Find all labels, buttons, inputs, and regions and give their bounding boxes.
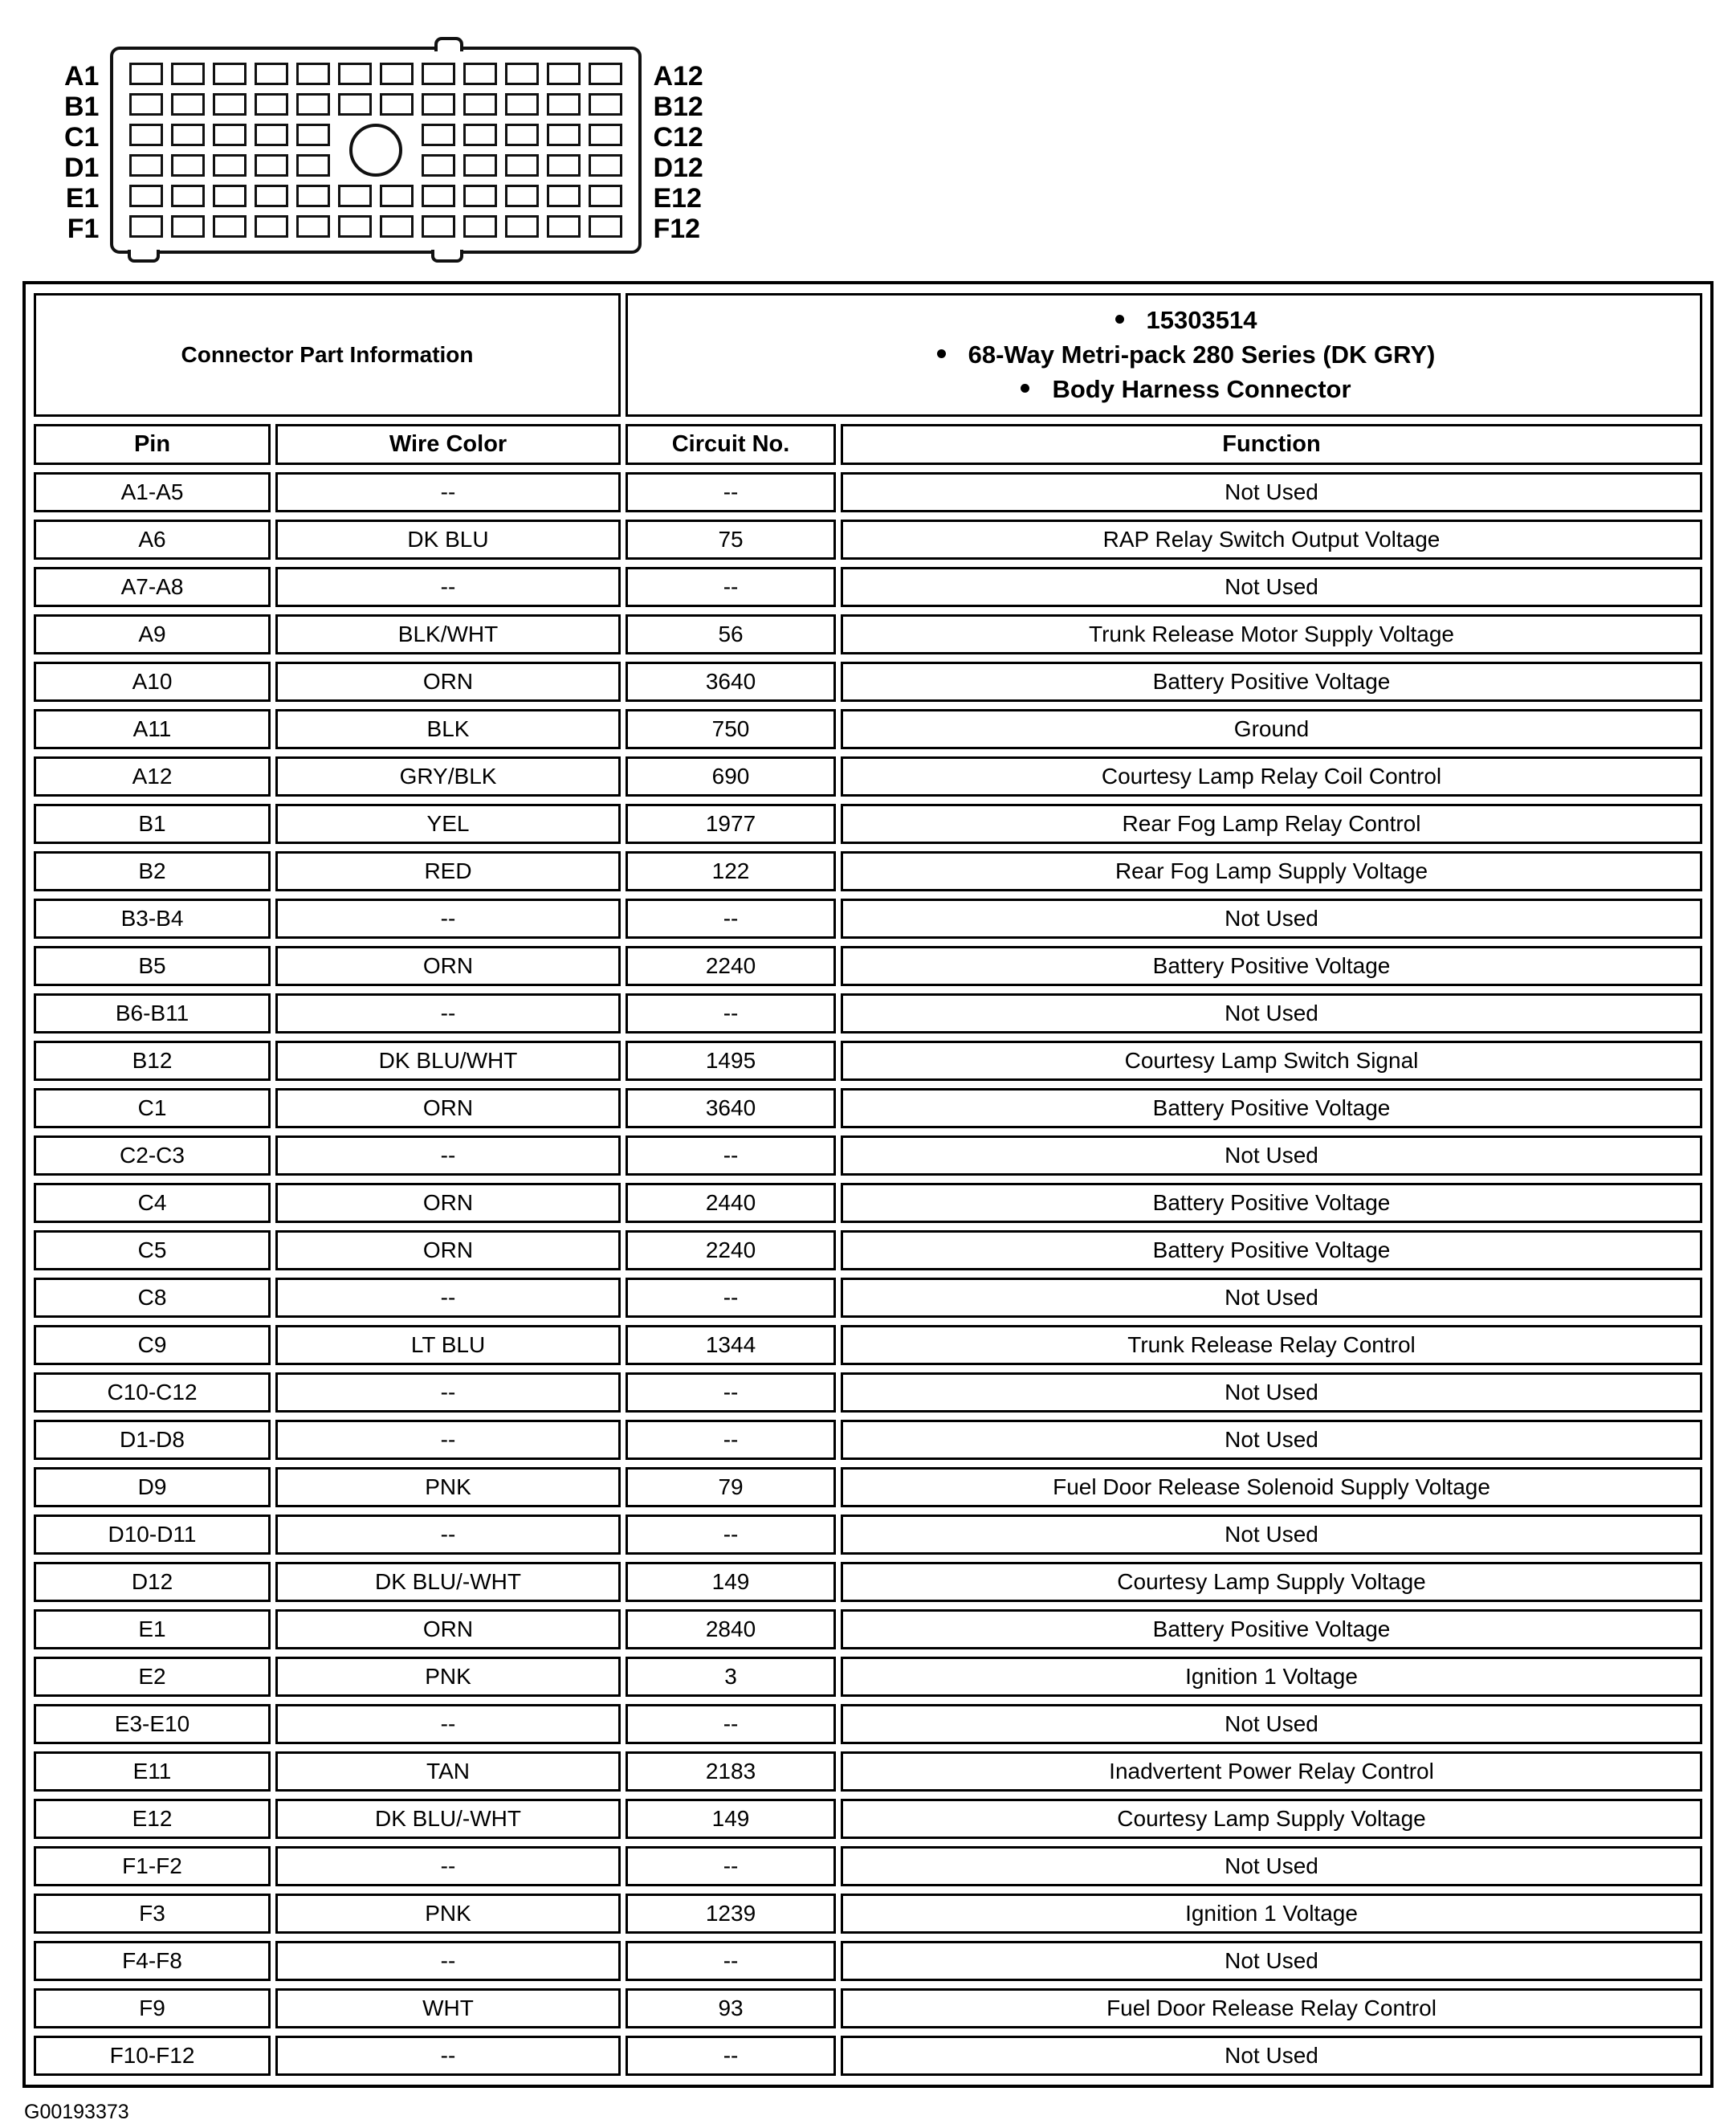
- circuit-no-cell: 3640: [626, 662, 836, 702]
- circuit-no-cell: 750: [626, 709, 836, 749]
- connector-pin: [505, 63, 539, 85]
- circuit-no-cell: --: [626, 1515, 836, 1555]
- circuit-no-cell: 1239: [626, 1894, 836, 1934]
- function-cell: Courtesy Lamp Relay Coil Control: [841, 756, 1702, 797]
- pin-cell: D10-D11: [34, 1515, 271, 1555]
- pin-cell: C8: [34, 1278, 271, 1318]
- table-row: [34, 1325, 1702, 1365]
- connector-pin: [296, 215, 330, 238]
- connector-pin: [171, 185, 205, 207]
- table-row: [34, 993, 1702, 1033]
- table-row: [34, 2036, 1702, 2076]
- circuit-no-cell: 2840: [626, 1609, 836, 1649]
- wire-color-cell: --: [275, 1846, 621, 1886]
- table-row: [34, 662, 1702, 702]
- circuit-no-cell: 56: [626, 614, 836, 654]
- function-cell: Fuel Door Release Solenoid Supply Voltage: [841, 1467, 1702, 1507]
- connector-pin: [505, 215, 539, 238]
- connector-pin: [547, 93, 581, 116]
- connector-pin: [129, 63, 163, 85]
- function-cell: Battery Positive Voltage: [841, 946, 1702, 986]
- pin-cell: A12: [34, 756, 271, 797]
- connector-row-label: B1: [64, 92, 100, 122]
- connector-pin: [129, 93, 163, 116]
- function-cell: Ignition 1 Voltage: [841, 1657, 1702, 1697]
- circuit-no-cell: 1977: [626, 804, 836, 844]
- connector-pin: [255, 154, 288, 177]
- function-cell: Rear Fog Lamp Relay Control: [841, 804, 1702, 844]
- connector-pin: [380, 185, 414, 207]
- table-row: [34, 899, 1702, 939]
- wire-color-cell: ORN: [275, 662, 621, 702]
- table-row: [34, 804, 1702, 844]
- connector-pin-row: [129, 93, 622, 116]
- connector-pin: [255, 93, 288, 116]
- connector-pin: [338, 185, 372, 207]
- pin-cell: B12: [34, 1041, 271, 1081]
- pin-cell: B5: [34, 946, 271, 986]
- connector-row-label: F1: [67, 214, 100, 244]
- pin-cell: C1: [34, 1088, 271, 1128]
- pin-cell: D9: [34, 1467, 271, 1507]
- connector-pin: [589, 63, 622, 85]
- wire-color-cell: --: [275, 899, 621, 939]
- connector-pin: [129, 124, 163, 146]
- pin-cell: C4: [34, 1183, 271, 1223]
- table-row: [34, 1088, 1702, 1128]
- connector-pin: [171, 63, 205, 85]
- connector-pin: [129, 154, 163, 177]
- wire-color-cell: PNK: [275, 1467, 621, 1507]
- wire-color-cell: LT BLU: [275, 1325, 621, 1365]
- part-info-row: [34, 293, 1702, 417]
- function-cell: Courtesy Lamp Supply Voltage: [841, 1799, 1702, 1839]
- connector-key-tab-bottom-center: [431, 250, 463, 263]
- circuit-no-cell: --: [626, 1278, 836, 1318]
- circuit-no-cell: --: [626, 993, 836, 1033]
- table-row: [34, 946, 1702, 986]
- table-row: [34, 1657, 1702, 1697]
- circuit-no-cell: 75: [626, 520, 836, 560]
- circuit-no-cell: --: [626, 899, 836, 939]
- circuit-no-cell: 3640: [626, 1088, 836, 1128]
- function-cell: Fuel Door Release Relay Control: [841, 1988, 1702, 2028]
- connector-pin: [422, 124, 455, 146]
- connector-pin: [255, 215, 288, 238]
- connector-pin: [505, 93, 539, 116]
- table-row: [34, 1420, 1702, 1460]
- header-circuit-no: Circuit No.: [626, 424, 836, 465]
- connector-pin: [422, 215, 455, 238]
- function-cell: Courtesy Lamp Switch Signal: [841, 1041, 1702, 1081]
- table-row: [34, 1704, 1702, 1744]
- connector-pin: [296, 124, 330, 146]
- connector-pin: [463, 93, 497, 116]
- connector-key-tab-bottom-left: [128, 250, 160, 263]
- table-row: [34, 1894, 1702, 1934]
- function-cell: Not Used: [841, 899, 1702, 939]
- connector-row-label: F12: [653, 214, 701, 244]
- function-cell: Battery Positive Voltage: [841, 1609, 1702, 1649]
- connector-pin: [171, 93, 205, 116]
- circuit-no-cell: --: [626, 2036, 836, 2076]
- connector-pin: [463, 215, 497, 238]
- connector-pin: [171, 215, 205, 238]
- circuit-no-cell: 122: [626, 851, 836, 891]
- pin-cell: B3-B4: [34, 899, 271, 939]
- circuit-no-cell: --: [626, 472, 836, 512]
- connector-pin: [422, 93, 455, 116]
- connector-row-label: C1: [64, 122, 100, 153]
- pin-cell: B2: [34, 851, 271, 891]
- wire-color-cell: ORN: [275, 1088, 621, 1128]
- connector-row-label: E1: [65, 183, 100, 214]
- wire-color-cell: PNK: [275, 1894, 621, 1934]
- circuit-no-cell: --: [626, 1372, 836, 1413]
- connector-pin: [338, 215, 372, 238]
- function-cell: Not Used: [841, 1278, 1702, 1318]
- table-row: [34, 1183, 1702, 1223]
- table-row: [34, 1988, 1702, 2028]
- connector-body-outline: [110, 47, 642, 254]
- connector-pin: [380, 93, 414, 116]
- table-row: [34, 1135, 1702, 1176]
- connector-pin: [213, 185, 247, 207]
- table-row: [34, 1846, 1702, 1886]
- wire-color-cell: RED: [275, 851, 621, 891]
- circuit-no-cell: 2183: [626, 1751, 836, 1792]
- wire-color-cell: ORN: [275, 1230, 621, 1270]
- pinout-table-frame: [22, 281, 1714, 2088]
- function-cell: Not Used: [841, 2036, 1702, 2076]
- function-cell: Ground: [841, 709, 1702, 749]
- connector-pin: [296, 93, 330, 116]
- table-row: [34, 1941, 1702, 1981]
- circuit-no-cell: 79: [626, 1467, 836, 1507]
- pin-cell: F10-F12: [34, 2036, 271, 2076]
- pin-cell: A6: [34, 520, 271, 560]
- connector-pin: [213, 154, 247, 177]
- function-cell: Not Used: [841, 1515, 1702, 1555]
- connector-pin-row: [129, 63, 622, 85]
- header-wire-color: Wire Color: [275, 424, 621, 465]
- function-cell: Not Used: [841, 993, 1702, 1033]
- connector-pin: [589, 124, 622, 146]
- pin-cell: E11: [34, 1751, 271, 1792]
- table-row: [34, 1515, 1702, 1555]
- connector-row-label: C12: [653, 122, 703, 153]
- table-row: [34, 709, 1702, 749]
- connector-pin: [422, 63, 455, 85]
- pin-cell: C9: [34, 1325, 271, 1365]
- part-info-item-harness: Body Harness Connector: [679, 375, 1693, 404]
- connector-pin: [213, 215, 247, 238]
- pin-cell: F3: [34, 1894, 271, 1934]
- pin-cell: A10: [34, 662, 271, 702]
- part-info-item-series: 68-Way Metri-pack 280 Series (DK GRY): [679, 340, 1693, 369]
- part-info-list-cell: [626, 293, 1702, 417]
- table-row: [34, 472, 1702, 512]
- connector-diagram: [64, 47, 1736, 254]
- connector-pin: [463, 63, 497, 85]
- circuit-no-cell: 3: [626, 1657, 836, 1697]
- circuit-no-cell: --: [626, 1135, 836, 1176]
- wire-color-cell: --: [275, 472, 621, 512]
- table-row: [34, 1467, 1702, 1507]
- connector-pin: [463, 154, 497, 177]
- table-row: [34, 1278, 1702, 1318]
- connector-pin: [589, 185, 622, 207]
- pin-cell: A9: [34, 614, 271, 654]
- connector-pin: [255, 124, 288, 146]
- function-cell: Not Used: [841, 1420, 1702, 1460]
- column-header-row: [34, 424, 1702, 465]
- connector-pin: [547, 154, 581, 177]
- connector-pin: [463, 124, 497, 146]
- pin-cell: C2-C3: [34, 1135, 271, 1176]
- connector-row-label: D1: [64, 153, 100, 183]
- table-row: [34, 1799, 1702, 1839]
- pin-cell: D12: [34, 1562, 271, 1602]
- circuit-no-cell: 1495: [626, 1041, 836, 1081]
- function-cell: Battery Positive Voltage: [841, 1230, 1702, 1270]
- function-cell: Courtesy Lamp Supply Voltage: [841, 1562, 1702, 1602]
- pin-cell: F9: [34, 1988, 271, 2028]
- wire-color-cell: ORN: [275, 946, 621, 986]
- connector-pin: [589, 154, 622, 177]
- function-cell: Not Used: [841, 1941, 1702, 1981]
- pin-cell: F4-F8: [34, 1941, 271, 1981]
- connector-pin: [129, 185, 163, 207]
- table-row: [34, 1609, 1702, 1649]
- connector-pin-row: [129, 215, 622, 238]
- wire-color-cell: --: [275, 1704, 621, 1744]
- function-cell: Battery Positive Voltage: [841, 1088, 1702, 1128]
- pinout-table: [29, 286, 1707, 2083]
- connector-pin: [171, 154, 205, 177]
- connector-pin: [129, 215, 163, 238]
- circuit-no-cell: --: [626, 1704, 836, 1744]
- wire-color-cell: --: [275, 1135, 621, 1176]
- connector-pin: [296, 154, 330, 177]
- connector-pin: [213, 63, 247, 85]
- service-manual-page: [0, 47, 1736, 2124]
- wire-color-cell: DK BLU/WHT: [275, 1041, 621, 1081]
- pin-cell: E12: [34, 1799, 271, 1839]
- connector-right-labels: [653, 61, 703, 244]
- header-function: Function: [841, 424, 1702, 465]
- circuit-no-cell: --: [626, 1941, 836, 1981]
- pin-cell: E3-E10: [34, 1704, 271, 1744]
- connector-pin: [338, 93, 372, 116]
- function-cell: Battery Positive Voltage: [841, 662, 1702, 702]
- wire-color-cell: --: [275, 1278, 621, 1318]
- wire-color-cell: DK BLU: [275, 520, 621, 560]
- circuit-no-cell: 2240: [626, 1230, 836, 1270]
- wire-color-cell: PNK: [275, 1657, 621, 1697]
- table-row: [34, 1372, 1702, 1413]
- function-cell: Not Used: [841, 1372, 1702, 1413]
- connector-pin: [296, 185, 330, 207]
- wire-color-cell: WHT: [275, 1988, 621, 2028]
- pin-cell: B6-B11: [34, 993, 271, 1033]
- pin-cell: B1: [34, 804, 271, 844]
- wire-color-cell: YEL: [275, 804, 621, 844]
- wire-color-cell: BLK/WHT: [275, 614, 621, 654]
- table-row: [34, 567, 1702, 607]
- connector-pin: [547, 215, 581, 238]
- pin-cell: C5: [34, 1230, 271, 1270]
- function-cell: Not Used: [841, 1846, 1702, 1886]
- function-cell: Battery Positive Voltage: [841, 1183, 1702, 1223]
- function-cell: Not Used: [841, 567, 1702, 607]
- connector-pin: [547, 185, 581, 207]
- figure-id: G00193373: [24, 2101, 129, 2123]
- connector-left-labels: [64, 61, 99, 244]
- circuit-no-cell: 149: [626, 1799, 836, 1839]
- pin-cell: F1-F2: [34, 1846, 271, 1886]
- table-row: [34, 1562, 1702, 1602]
- connector-pin: [171, 124, 205, 146]
- connector-pin: [589, 93, 622, 116]
- circuit-no-cell: 1344: [626, 1325, 836, 1365]
- connector-pin: [296, 63, 330, 85]
- connector-part-information-heading: Connector Part Information: [34, 293, 621, 417]
- function-cell: Not Used: [841, 1135, 1702, 1176]
- wire-color-cell: DK BLU/-WHT: [275, 1562, 621, 1602]
- wire-color-cell: TAN: [275, 1751, 621, 1792]
- connector-row-label: A1: [64, 61, 100, 92]
- connector-pin: [422, 185, 455, 207]
- connector-pin: [255, 63, 288, 85]
- table-row: [34, 614, 1702, 654]
- wire-color-cell: --: [275, 567, 621, 607]
- wire-color-cell: ORN: [275, 1609, 621, 1649]
- wire-color-cell: --: [275, 993, 621, 1033]
- function-cell: Trunk Release Relay Control: [841, 1325, 1702, 1365]
- table-row: [34, 1751, 1702, 1792]
- circuit-no-cell: 2440: [626, 1183, 836, 1223]
- wire-color-cell: BLK: [275, 709, 621, 749]
- function-cell: Ignition 1 Voltage: [841, 1894, 1702, 1934]
- circuit-no-cell: 149: [626, 1562, 836, 1602]
- connector-pin: [505, 154, 539, 177]
- connector-row-label: E12: [653, 183, 702, 214]
- connector-pin: [255, 185, 288, 207]
- connector-pin: [505, 185, 539, 207]
- function-cell: Not Used: [841, 1704, 1702, 1744]
- connector-row-label: B12: [653, 92, 703, 122]
- pin-cell: C10-C12: [34, 1372, 271, 1413]
- connector-pin: [547, 124, 581, 146]
- connector-pin: [380, 215, 414, 238]
- connector-pin: [505, 124, 539, 146]
- table-row: [34, 1230, 1702, 1270]
- table-row: [34, 520, 1702, 560]
- part-info-item-part-number: 15303514: [679, 306, 1693, 335]
- pin-cell: A11: [34, 709, 271, 749]
- table-row: [34, 851, 1702, 891]
- connector-pin: [589, 215, 622, 238]
- wire-color-cell: --: [275, 1515, 621, 1555]
- connector-pin: [422, 154, 455, 177]
- wire-color-cell: --: [275, 1420, 621, 1460]
- header-pin: Pin: [34, 424, 271, 465]
- circuit-no-cell: --: [626, 1420, 836, 1460]
- connector-alignment-hole: [349, 124, 402, 177]
- table-row: [34, 756, 1702, 797]
- circuit-no-cell: --: [626, 567, 836, 607]
- connector-pin-row: [129, 185, 622, 207]
- function-cell: Trunk Release Motor Supply Voltage: [841, 614, 1702, 654]
- function-cell: RAP Relay Switch Output Voltage: [841, 520, 1702, 560]
- connector-pin: [380, 63, 414, 85]
- connector-pin: [213, 93, 247, 116]
- wire-color-cell: ORN: [275, 1183, 621, 1223]
- connector-pin: [463, 185, 497, 207]
- connector-pin: [338, 63, 372, 85]
- connector-pin: [213, 124, 247, 146]
- wire-color-cell: GRY/BLK: [275, 756, 621, 797]
- function-cell: Rear Fog Lamp Supply Voltage: [841, 851, 1702, 891]
- pin-cell: E1: [34, 1609, 271, 1649]
- connector-pin: [547, 63, 581, 85]
- pin-cell: A7-A8: [34, 567, 271, 607]
- wire-color-cell: --: [275, 1372, 621, 1413]
- function-cell: Inadvertent Power Relay Control: [841, 1751, 1702, 1792]
- circuit-no-cell: 93: [626, 1988, 836, 2028]
- circuit-no-cell: 690: [626, 756, 836, 797]
- part-info-list: [634, 306, 1693, 404]
- pin-cell: D1-D8: [34, 1420, 271, 1460]
- wire-color-cell: --: [275, 1941, 621, 1981]
- connector-key-tab-top: [434, 37, 463, 51]
- pin-cell: A1-A5: [34, 472, 271, 512]
- pin-cell: E2: [34, 1657, 271, 1697]
- function-cell: Not Used: [841, 472, 1702, 512]
- wire-color-cell: --: [275, 2036, 621, 2076]
- wire-color-cell: DK BLU/-WHT: [275, 1799, 621, 1839]
- circuit-no-cell: --: [626, 1846, 836, 1886]
- table-row: [34, 1041, 1702, 1081]
- connector-row-label: A12: [653, 61, 703, 92]
- connector-row-label: D12: [653, 153, 703, 183]
- circuit-no-cell: 2240: [626, 946, 836, 986]
